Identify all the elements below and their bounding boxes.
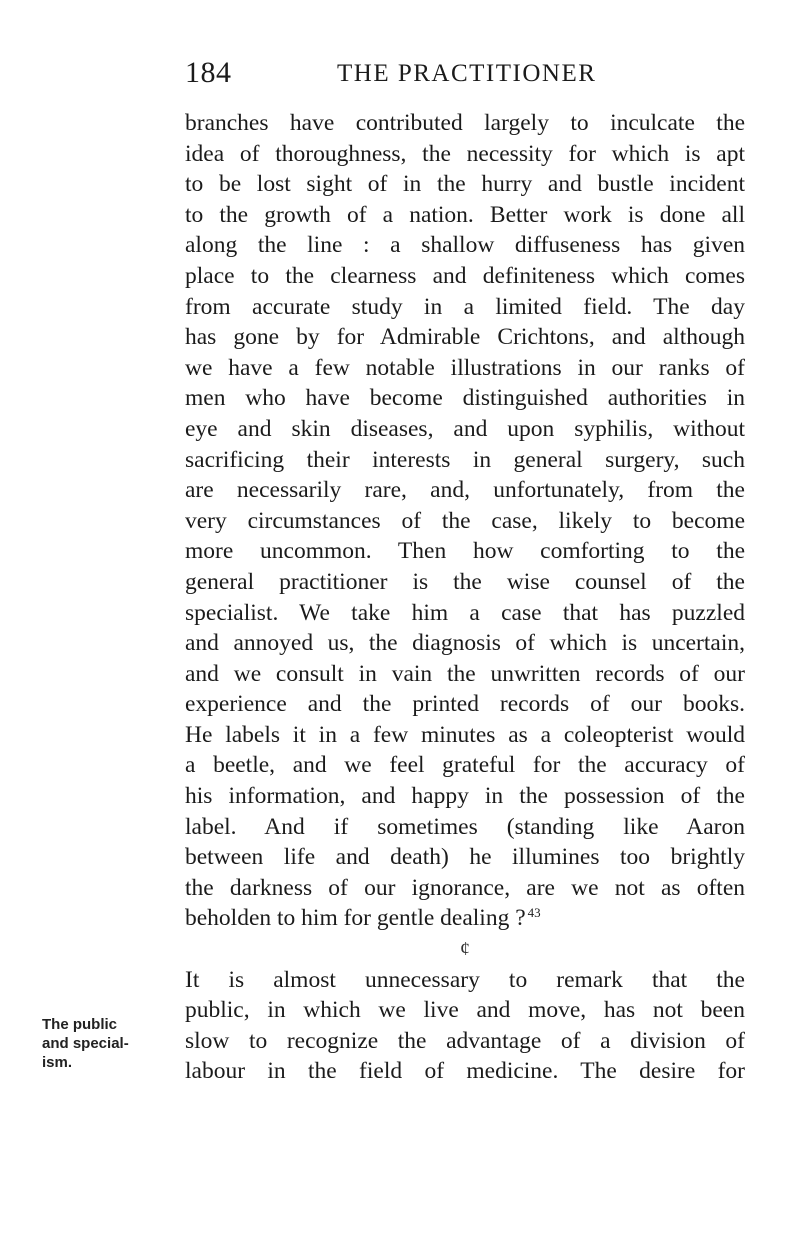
text-line: public, in which we live and move, has not been [185, 997, 745, 1024]
text-line: and we consult in vain the unwritten records of our [185, 660, 745, 687]
text-line: more uncommon. Then how comforting to the [185, 538, 745, 565]
text-line: He labels it in a few minutes as a coleopterist would [185, 721, 745, 748]
text-line: branches have contributed largely to inculcate the [185, 110, 745, 136]
closing-line [185, 903, 745, 934]
marginal-note-line: The public [42, 1016, 117, 1033]
running-head [185, 56, 745, 96]
text-line: has gone by for Admirable Crichtons, and although [185, 324, 745, 351]
text-line: and annoyed us, the diagnosis of which is uncertain, [185, 630, 745, 657]
text-line: men who have become distinguished authorities in [185, 385, 745, 412]
text-line: idea of thoroughness, the necessity for which is apt [185, 140, 745, 167]
text-line: a beetle, and we feel grateful for the accuracy of [185, 752, 745, 779]
text-line: labour in the field of medicine. The desire for [185, 1058, 745, 1085]
footnote-reference: 43 [527, 905, 541, 921]
text-line: between life and death) he illumines too brightly [185, 844, 745, 871]
text-line: specialist. We take him a case that has puzzled [185, 599, 745, 626]
text-line: from accurate study in a limited field. The day [185, 293, 745, 320]
text-line: the darkness of our ignorance, are we not as often [185, 874, 745, 901]
text-line: slow to recognize the advantage of a division of [185, 1027, 745, 1054]
text-line: very circumstances of the case, likely to become [185, 507, 745, 534]
text-line: It is almost unnecessary to remark that the [185, 966, 745, 993]
text-line: his information, and happy in the possession of the [185, 783, 745, 810]
text-line: along the line : a shallow diffuseness has given [185, 232, 745, 259]
text-line: to the growth of a nation. Better work is done all [185, 201, 745, 228]
text-line: eye and skin diseases, and upon syphilis, without [185, 415, 745, 442]
running-title: THE PRACTITIONER [337, 60, 597, 87]
section-ornament: ¢ [460, 938, 470, 961]
marginal-note [42, 1015, 172, 1072]
text-line: to be lost sight of in the hurry and bustle incident [185, 171, 745, 198]
text-line: general practitioner is the wise counsel of the [185, 568, 745, 595]
text-line: place to the clearness and definiteness which comes [185, 262, 745, 289]
text-line: experience and the printed records of our books. [185, 691, 745, 718]
text-line: sacrificing their interests in general surgery, such [185, 446, 745, 473]
text-line: we have a few notable illustrations in our ranks of [185, 354, 745, 381]
closing-line-text: beholden to him for gentle dealing ? [185, 905, 526, 932]
marginal-note-line: and special- [42, 1035, 129, 1052]
text-line: label. And if sometimes (standing like Aaron [185, 813, 745, 840]
body-text [185, 108, 745, 1087]
marginal-note-line: ism. [42, 1054, 73, 1071]
page-number: 184 [185, 56, 232, 89]
text-line: are necessarily rare, and, unfortunately, from the [185, 477, 745, 504]
